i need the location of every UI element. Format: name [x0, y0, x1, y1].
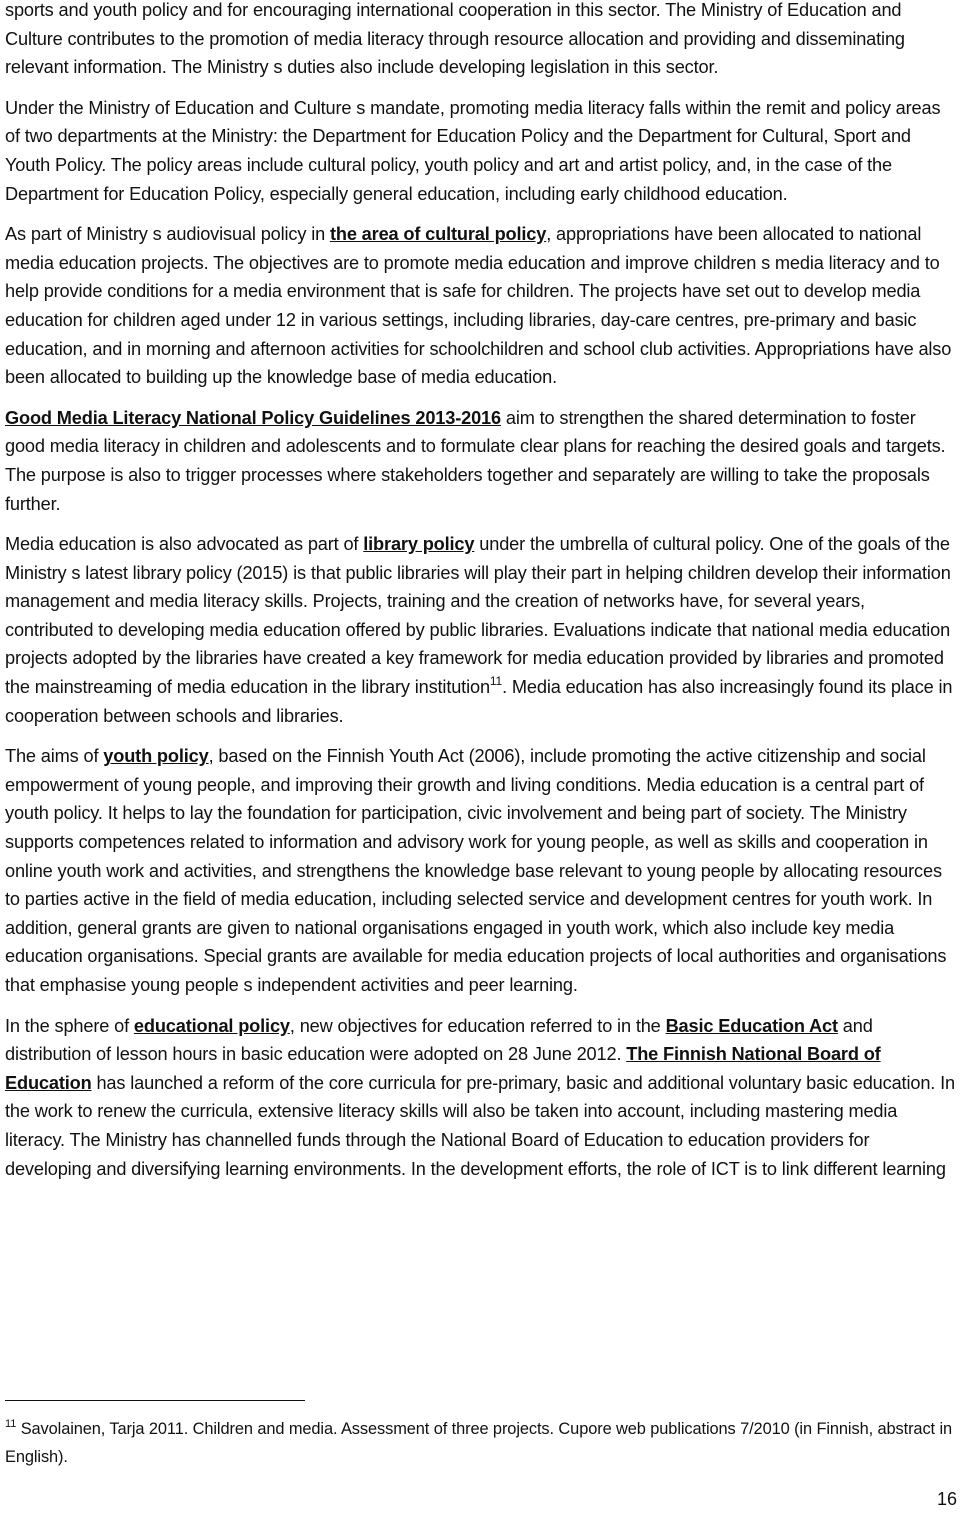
educational-policy-link[interactable]: educational policy: [133, 1015, 290, 1036]
paragraph-text-pre: As part of Ministry s audiovisual policy in: [5, 224, 330, 245]
paragraph-text-post: has launched a reform of the core curricula for pre-primary, basic and additional voluntary basic education. In the work to renew the curricula, extensive literacy skills will also be taken into account, including mastering media literacy. The Ministry has channelled funds through the National Board of Education to education providers for developing and diversifying learning environments. In the development efforts, the role of ICT is to link different learning: [5, 1072, 955, 1179]
paragraph-library-policy: [5, 530, 957, 730]
paragraph-text-post: . Media education has also increasingly found its place in cooperation between schools and libraries.: [5, 677, 953, 726]
paragraph-text-pre: The aims of: [5, 746, 104, 767]
paragraph-text: Under the Ministry of Education and Culture s mandate, promoting media literacy falls within the remit and policy areas of two departments at the Ministry: the Department for Education Policy and the Department for Cultural, Sport and Youth Policy. The policy areas include cultural policy, youth policy and art and artist policy, and, in the case of the Department for Education Policy, especially general education, including early childhood education.: [5, 97, 941, 204]
paragraph-text-post: , based on the Finnish Youth Act (2006), include promoting the active citizenship and social empowerment of young people, and improving their growth and living conditions. Media education is a central part of youth policy. It helps to lay the foundation for participation, civic involvement and being part of society. The Ministry supports competences related to information and advisory work for young people, as well as skills and cooperation in online youth work and activities, and strengthens the knowledge base relevant to young people by allocating resources to parties active in the field of media education, including selected service and development centres for youth work. In addition, general grants are given to national organisations engaged in youth work, which also include key media education organisations. Special grants are available for media education projects of local authorities and organisations that emphasise young people s independent activities and peer learning.: [5, 746, 947, 995]
document-body: [5, 0, 957, 1195]
basic-education-act-link[interactable]: Basic Education Act: [665, 1015, 838, 1036]
paragraph-text-post: , appropriations have been allocated to national media education projects. The objectives are to promote media education and improve children s media literacy and to help provide conditions for a media environment that is safe for children. The projects have set out to develop media education for children aged under 12 in various settings, including libraries, day-care centres, pre-primary and basic education, and in morning and afternoon activities for schoolchildren and school club activities. Appropriations have also been allocated to building up the knowledge base of media education.: [5, 224, 952, 388]
footnote-text: Savolainen, Tarja 2011. Children and media. Assessment of three projects. Cupore web publications 7/2010 (in Finnish, abstract in English).: [5, 1420, 953, 1466]
cultural-policy-link[interactable]: the area of cultural policy: [329, 224, 547, 245]
policy-guidelines-link[interactable]: Good Media Literacy National Policy Guidelines 2013-2016: [5, 407, 501, 428]
footnote-reference[interactable]: 11: [489, 674, 503, 688]
library-policy-link[interactable]: library policy: [363, 534, 475, 555]
paragraph-ministry-mandate: [5, 94, 957, 208]
paragraph-text-mid: under the umbrella of cultural policy. One of the goals of the Ministry s latest library policy (2015) is that public libraries will play their part in helping children develop their information management and media literacy skills. Projects, training and the creation of networks have, for several years, contributed to developing media education offered by public libraries. Evaluations indicate that national media education projects adopted by the libraries have created a key framework for media education provided by libraries and promoted the mainstreaming of media education in the library institution: [5, 534, 951, 698]
paragraph-text-pre: In the sphere of: [5, 1015, 134, 1036]
paragraph-text-mid: , new objectives for education referred to in the: [289, 1015, 666, 1036]
footnote-separator: [5, 1400, 305, 1401]
paragraph-text-mid: and distribution of lesson hours in basic education were adopted on 28 June 2012.: [5, 1015, 873, 1065]
paragraph-youth-policy: [5, 742, 957, 999]
paragraph-text-pre: Media education is also advocated as part of: [5, 534, 364, 555]
footnote: [5, 1415, 955, 1471]
youth-policy-link[interactable]: youth policy: [103, 746, 209, 767]
paragraph-text-post: aim to strengthen the shared determination to foster good media literacy in children and adolescents and to formulate clear plans for reaching the desired goals and targets. The purpose is also to trigger processes where stakeholders together and separately are willing to take the proposals further.: [5, 407, 946, 514]
page-number: 16: [936, 1489, 957, 1509]
national-board-of-education-link[interactable]: The Finnish National Board of Education: [5, 1044, 881, 1093]
footnote-number: 11: [5, 1417, 17, 1430]
paragraph-audiovisual-policy: [5, 220, 957, 392]
paragraph-ministry-duties: [5, 0, 957, 82]
paragraph-educational-policy: [5, 1012, 957, 1184]
paragraph-text: sports and youth policy and for encouraging international cooperation in this sector. The Ministry of Education and Culture contributes to the promotion of media literacy through resource allocation and providing and disseminating relevant information. The Ministry s duties also include developing legislation in this sector.: [5, 0, 905, 78]
paragraph-policy-guidelines: [5, 404, 957, 518]
